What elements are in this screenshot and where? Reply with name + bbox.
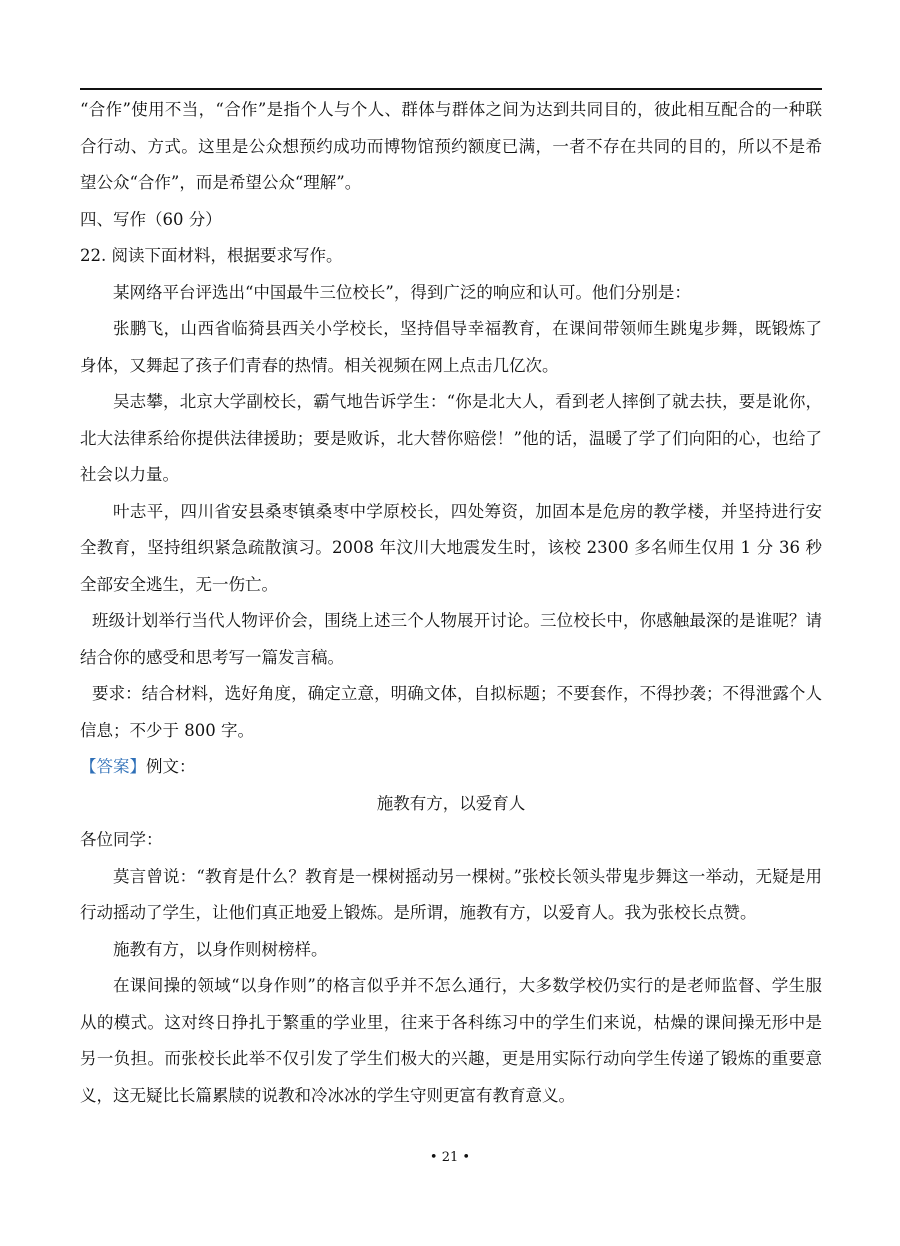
header-rule [80,88,822,90]
material-intro: 某网络平台评选出“中国最牛三位校长”，得到广泛的响应和认可。他们分别是： [113,282,691,302]
page-content [80,92,822,1114]
answer-tag: 【答案】 [80,757,146,776]
material-ye: 叶志平，四川省安县桑枣镇桑枣中学原校长，四处筹资，加固本是危房的教学楼，并坚持进行安全教育，坚持组织紧急疏散演习。2008 年汶川大地震发生时，该校 2300 多名师生仅用 1 分 36 秒全部安全逃生，无一伤亡。 [80,501,822,594]
essay-paragraph-1: 莫言曾说：“教育是什么？教育是一棵树摇动另一棵树。”张校长领头带鬼步舞这一举动，无疑是用行动摇动了学生，让他们真正地爱上锻炼。是所谓，施教有方，以爱育人。我为张校长点赞。 [80,866,822,922]
answer-label: 例文： [146,757,196,776]
question-stem: 22. 阅读下面材料，根据要求写作。 [80,246,343,265]
page-number: • 21 • [429,1150,471,1165]
material-wu: 吴志攀，北京大学副校长，霸气地告诉学生：“你是北大人，看到老人摔倒了就去扶，要是讹你，北大法律系给你提供法律援助；要是败诉，北大替你赔偿！”他的话，温暖了学了们向阳的心，也给了社会以力量。 [80,392,822,484]
writing-requirements: 要求：结合材料，选好角度，确定立意，明确文体，自拟标题；不要套作，不得抄袭；不得泄露个人信息；不少于 800 字。 [80,684,822,740]
essay-salutation: 各位同学： [80,830,163,849]
essay-title: 施教有方，以爱育人 [376,793,526,813]
section-heading: 四、写作（60 分） [80,209,222,229]
essay-paragraph-2: 施教有方，以身作则树榜样。 [113,939,328,959]
writing-task: 班级计划举行当代人物评价会，围绕上述三个人物展开讨论。三位校长中，你感触最深的是谁呢？请结合你的感受和思考写一篇发言稿。 [80,611,822,667]
material-zhang: 张鹏飞，山西省临猗县西关小学校长，坚持倡导幸福教育，在课间带领师生跳鬼步舞，既锻炼了身体，又舞起了孩子们青春的热情。相关视频在网上点击几亿次。 [80,319,822,375]
answer-line [80,749,822,786]
essay-paragraph-3: 在课间操的领域“以身作则”的格言似乎并不怎么通行，大多数学校仍实行的是老师监督、学生服从的模式。这对终日挣扎于繁重的学业里，往来于各科练习中的学生们来说，枯燥的课间操无形中是另一负担。而张校长此举不仅引发了学生们极大的兴趣，更是用实际行动向学生传递了锻炼的重要意义，这无疑比长篇累牍的说教和冷冰冰的学生守则更富有教育意义。 [80,976,822,1105]
paragraph-usage-explanation: “合作”使用不当，“合作”是指个人与个人、群体与群体之间为达到共同目的，彼此相互配合的一种联合行动、方式。这里是公众想预约成功而博物馆预约额度已满，一者不存在共同的目的，所以不是希望公众“合作”，而是希望公众“理解”。 [80,100,822,192]
